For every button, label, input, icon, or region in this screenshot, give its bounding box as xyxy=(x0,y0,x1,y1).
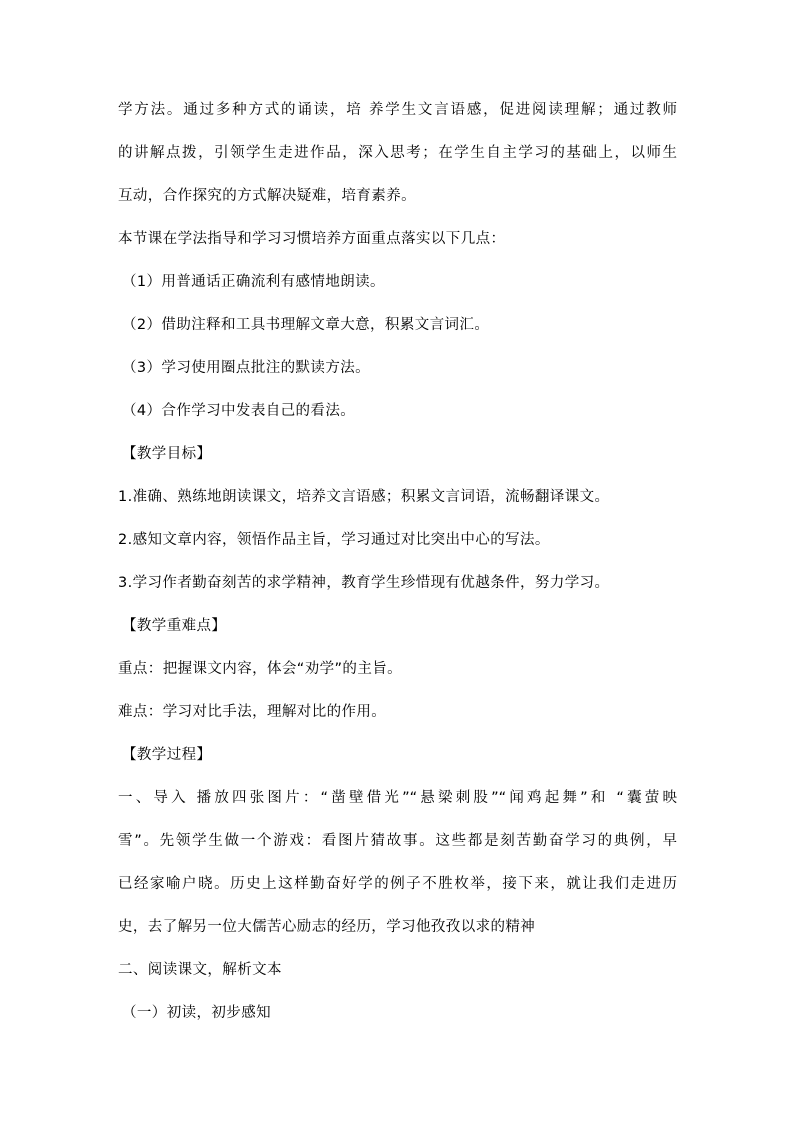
list-item: （3）学习使用圈点批注的默读方法。 xyxy=(122,360,371,376)
goal-item: 2.感知文章内容，领悟作品主旨，学习通过对比突出中心的写法。 xyxy=(118,532,550,548)
paragraph-line: 一、导入 播放四张图片：“凿壁借光”“悬梁刺股”“闻鸡起舞”和 “囊萤映 xyxy=(118,790,677,806)
paragraph-line: 的讲解点拨，引领学生走进作品，深入思考；在学生自主学习的基础上，以师生 xyxy=(118,145,677,161)
goal-item: 3.学习作者勤奋刻苦的求学精神，教育学生珍惜现有优越条件，努力学习。 xyxy=(118,575,610,591)
section-heading: 【教学过程】 xyxy=(122,747,212,763)
list-item: （4）合作学习中发表自己的看法。 xyxy=(122,403,356,419)
key-point: 重点：把握课文内容，体会“劝学”的主旨。 xyxy=(118,661,403,677)
subsection-heading: （一）初读，初步感知 xyxy=(122,1005,271,1021)
section-heading: 【教学目标】 xyxy=(122,446,212,462)
paragraph-line: 学方法。通过多种方式的诵读，培 养学生文言语感，促进阅读理解；通过教师 xyxy=(118,102,677,118)
paragraph-line: 互动，合作探究的方式解决疑难，培育素养。 xyxy=(118,188,416,204)
paragraph-line: 雪”。先领学生做一个游戏：看图片猜故事。这些都是刻苦勤奋学习的典例，早 xyxy=(118,833,677,849)
list-item: （1）用普通话正确流利有感情地朗读。 xyxy=(122,274,385,290)
paragraph-line: 史，去了解另一位大儒苦心励志的经历，学习他孜孜以求的精神 xyxy=(118,919,536,935)
list-item: （2）借助注释和工具书理解文章大意，积累文言词汇。 xyxy=(122,317,490,333)
section-heading: 二、阅读课文，解析文本 xyxy=(118,962,282,978)
paragraph-line: 已经家喻户晓。历史上这样勤奋好学的例子不胜枚举，接下来，就让我们走进历 xyxy=(118,876,677,892)
difficult-point: 难点：学习对比手法，理解对比的作用。 xyxy=(118,704,387,720)
section-heading: 【教学重难点】 xyxy=(122,618,227,634)
goal-item: 1.准确、熟练地朗读课文，培养文言语感；积累文言词语，流畅翻译课文。 xyxy=(118,489,610,505)
paragraph-intro: 本节课在学法指导和学习习惯培养方面重点落实以下几点： xyxy=(118,231,506,247)
